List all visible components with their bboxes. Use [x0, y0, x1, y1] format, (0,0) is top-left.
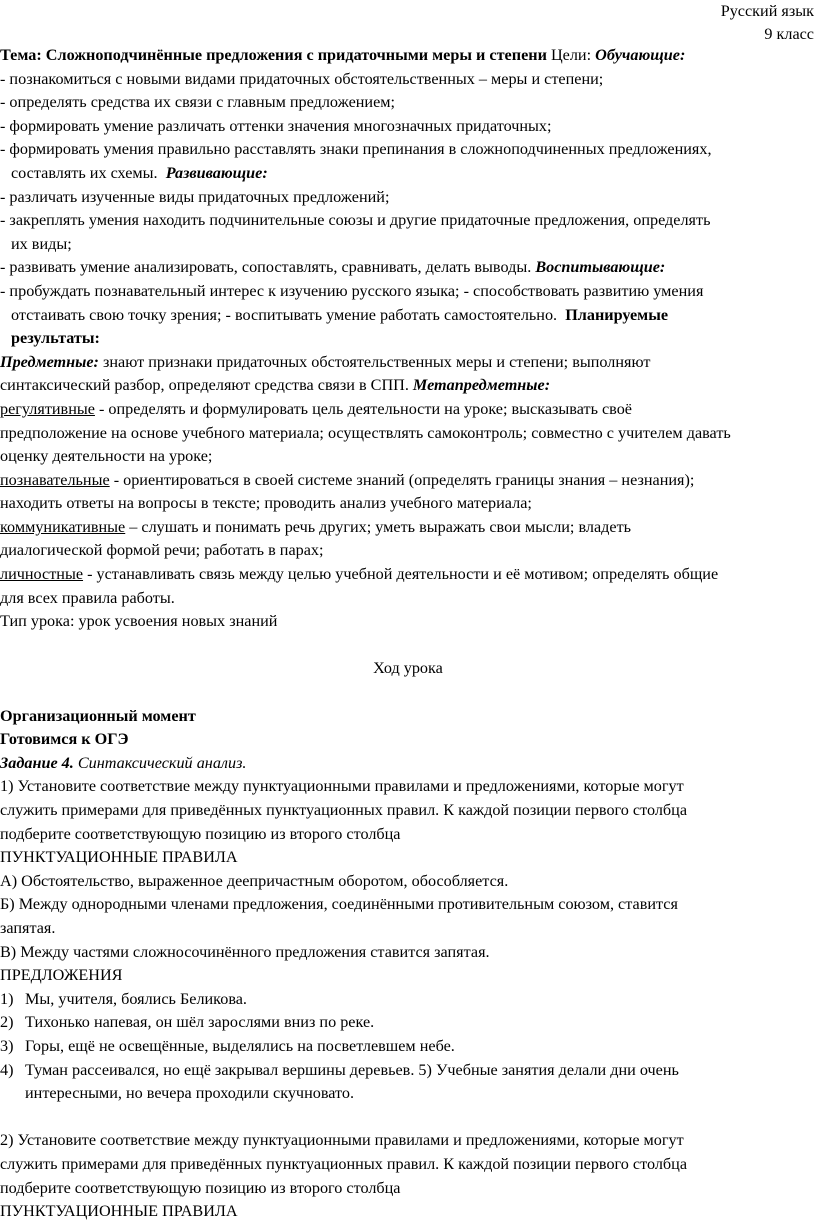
subject-results — [0, 351, 816, 375]
regulative-results-3: оценку деятельности на уроке; — [0, 447, 213, 466]
educating-goal-1: - пробуждать познавательный интерес к изучению русского языка; - способствовать развитию умения — [0, 281, 704, 300]
exercise-2-intro-1: 2) Установите соответствие между пунктуационными правилами и предложениями, которые могут — [0, 1131, 684, 1150]
document-body — [0, 44, 816, 1224]
subject-results-text: знают признаки придаточных обстоятельственных меры и степени; выполняют — [98, 352, 651, 371]
developing-goal-3 — [0, 256, 816, 280]
cognitive-results-2: находить ответы на вопросы в тексте; проводить анализ учебного материала; — [0, 494, 532, 513]
personal-results — [0, 563, 816, 587]
rule-b: Б) Между однородными членами предложения, соединёнными противительным союзом, ставится — [0, 895, 678, 914]
lesson-progress-title: Ход урока — [373, 659, 443, 678]
learning-goal-3: - формировать умение различать оттенки значения многозначных придаточных; — [0, 116, 552, 135]
communicative-results — [0, 516, 816, 540]
rule-a: А) Обстоятельство, выраженное деепричастным оборотом, обособляется. — [0, 871, 509, 890]
topic-title: Тема: Сложноподчинённые предложения с придаточными меры и степени — [0, 46, 547, 64]
subject-label: Русский язык — [720, 2, 814, 20]
sentence-1 — [0, 988, 816, 1012]
subject-results-cont — [0, 374, 816, 398]
exercise-1-intro-3: подберите соответствующую позицию из второго столбца — [0, 824, 401, 843]
org-moment-heading: Организационный момент — [0, 706, 196, 725]
cognitive-results — [0, 469, 816, 493]
cognitive-text: - ориентироваться в своей системе знаний (определять границы знания – незнания); — [109, 470, 695, 489]
developing-goal-2: - закреплять умения находить подчинительные союзы и другие придаточные предложения, определять — [0, 211, 711, 230]
lesson-type: Тип урока: урок усвоения новых знаний — [0, 612, 278, 631]
exercise-1-intro-2: служить примерами для приведённых пунктуационных правил. К каждой позиции первого столбца — [0, 801, 688, 819]
meta-results-label: Метапредметные: — [412, 376, 551, 395]
developing-goal-1: - различать изученные виды придаточных предложений; — [0, 187, 390, 206]
spacer — [0, 1106, 816, 1130]
goals-label: Цели: — [550, 46, 592, 64]
sentence-1-text: Мы, учителя, боялись Беликова. — [25, 989, 247, 1008]
cognitive-label: познавательные — [0, 470, 110, 489]
planned-results-label-2: результаты: — [11, 329, 100, 348]
sentence-2-text: Тихонько напевая, он шёл зарослями вниз по реке. — [25, 1013, 375, 1032]
learning-goal-2: - определять средства их связи с главным предложением; — [0, 93, 396, 112]
sentence-3-text: Горы, ещё не освещённые, выделялись на посветлевшем небе. — [25, 1036, 455, 1055]
exercise-2-intro-3: подберите соответствующую позицию из второго столбца — [0, 1178, 401, 1197]
sentence-2-number: 2) — [0, 1013, 14, 1032]
exercise-2-intro-2: служить примерами для приведённых пунктуационных правил. К каждой позиции первого столбца — [0, 1154, 688, 1173]
learning-goal-4-tail: составлять их схемы. — [11, 163, 158, 182]
regulative-results — [0, 398, 816, 422]
spacer — [0, 634, 816, 658]
learning-goal-4-cont — [0, 162, 816, 186]
oge-heading: Готовимся к ОГЭ — [0, 730, 129, 749]
sentence-4-number: 4) — [0, 1060, 14, 1079]
subject-results-label: Предметные: — [0, 352, 99, 371]
educating-goal-1-tail: отстаивать свою точку зрения; - воспитывать умение работать самостоятельно. — [11, 305, 558, 324]
regulative-text: - определять и формулировать цель деятельности на уроке; высказывать своё — [94, 399, 632, 418]
communicative-label: коммуникативные — [0, 517, 126, 536]
personal-label: личностные — [0, 565, 84, 584]
personal-text: - устанавливать связь между целью учебной деятельности и её мотивом; определять общие — [83, 565, 719, 584]
task-label: Задание 4. — [0, 753, 74, 772]
regulative-results-2: предположение на основе учебного материала; осуществлять самоконтроль; совместно с учителем давать — [0, 423, 731, 442]
exercise-2-rules-heading: ПУНКТУАЦИОННЫЕ ПРАВИЛА — [0, 1202, 238, 1221]
educating-goal-1-cont — [0, 304, 816, 328]
educating-goals-label: Воспитывающие: — [535, 258, 666, 277]
sentence-4 — [0, 1059, 816, 1083]
task-heading — [0, 752, 816, 776]
planned-results-label: Планируемые — [565, 305, 669, 324]
topic-line — [0, 44, 816, 68]
sentence-5-cont: интересными, но вечера проходили скучновато. — [25, 1084, 355, 1103]
grade-label: 9 класс — [764, 25, 814, 43]
developing-goal-3-text: - развивать умение анализировать, сопоставлять, сравнивать, делать выводы. — [0, 258, 532, 277]
sentence-1-number: 1) — [0, 989, 14, 1008]
spacer — [0, 681, 816, 705]
communicative-results-2: диалогической формой речи; работать в парах; — [0, 541, 324, 560]
subject-results-tail: синтаксический разбор, определяют средства связи в СПП. — [0, 376, 409, 395]
sentences-heading: ПРЕДЛОЖЕНИЯ — [0, 966, 123, 985]
sentence-2 — [0, 1011, 816, 1035]
rule-c: В) Между частями сложносочинённого предложения ставится запятая. — [0, 942, 490, 961]
personal-results-2: для всех правила работы. — [0, 588, 175, 607]
sentence-3 — [0, 1035, 816, 1059]
rule-b-cont: запятая. — [0, 918, 56, 937]
sentence-4-text: Туман рассеивался, но ещё закрывал вершины деревьев. 5) Учебные занятия делали дни очень — [25, 1060, 679, 1079]
exercise-1-intro-1: 1) Установите соответствие между пунктуационными правилами и предложениями, которые могут — [0, 777, 684, 796]
sentence-3-number: 3) — [0, 1036, 14, 1055]
learning-goal-1: - познакомиться с новыми видами придаточных обстоятельственных – меры и степени; — [0, 69, 604, 88]
regulative-label: регулятивные — [0, 399, 95, 418]
exercise-1-rules-heading: ПУНКТУАЦИОННЫЕ ПРАВИЛА — [0, 848, 238, 867]
learning-goals-label: Обучающие: — [595, 46, 686, 64]
communicative-text: – слушать и понимать речь других; уметь выражать свои мысли; владеть — [125, 517, 632, 536]
learning-goal-4: - формировать умения правильно расставлять знаки препинания в сложноподчиненных предложениях, — [0, 140, 712, 159]
task-text: Синтаксический анализ. — [73, 753, 247, 772]
document-header — [721, 0, 814, 46]
developing-goals-label: Развивающие: — [165, 163, 268, 182]
developing-goal-2-cont: их виды; — [11, 234, 72, 253]
